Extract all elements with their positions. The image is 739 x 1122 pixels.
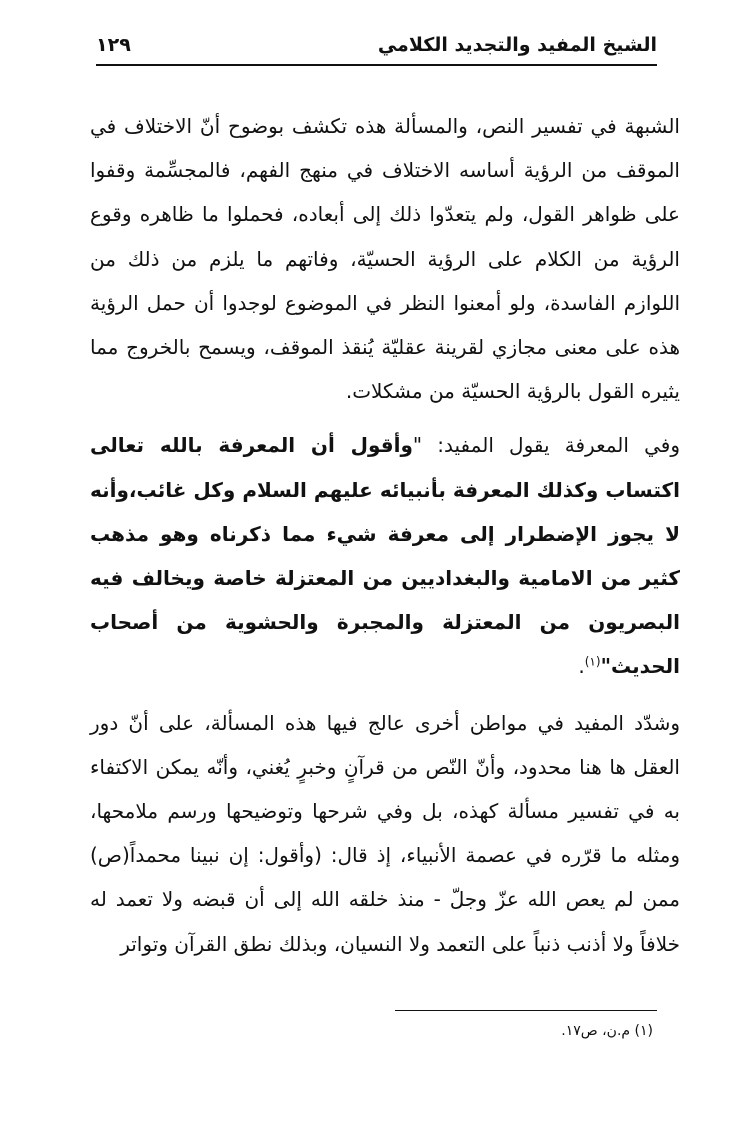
paragraph-2-tail: . (578, 654, 585, 679)
paragraph-3: وشدّد المفيد في مواطن أخرى عالج فيها هذه المسألة، على أنّ دور العقل ها هنا محدود، وأنّ النّص من قرآنٍ وخبرٍ يُغني، وأنّه يمكن الاكتفاء به في تفسير مسألة كهذه، بل وفي شرحها وتوضيحها ورسم ملامحها، ومثله ما قرّره في عصمة الأنبياء، إذ قال: (وأقول: إن نبينا محمداً(ص) ممن لم يعص الله عزّ وجلّ - منذ خلقه الله إلى أن قبضه ولا تعمد له خلافاً ولا أذنب ذنباً على التعمد ولا النسيان، وبذلك نطق القرآن وتواتر (90, 710, 680, 956)
quote-close: " (600, 654, 611, 679)
page-number: ١٢٩ (96, 34, 131, 56)
footnote-rule (395, 1010, 657, 1011)
footnote: (١) م.ن، ص١٧. (561, 1023, 653, 1039)
footnote-marker: (١) (584, 654, 601, 669)
header-rule (96, 64, 657, 66)
page-header (96, 30, 657, 66)
quote-bold: وأقول أن المعرفة بالله تعالى اكتساب وكذلك المعرفة بأنبيائه عليهم السلام وكل غائب،وأنه لا يجوز الإضطرار إلى معرفة شيء مما ذكرناه وهو مذهب كثير من الامامية والبغداديين من المعتزلة خاصة ويخالف فيه البصريون من المعتزلة والمجبرة والحشوية من أصحاب الحديث (90, 433, 680, 679)
running-title: الشيخ المفيد والتجديد الكلامي (377, 34, 657, 56)
main-text (90, 104, 680, 966)
paragraph-2 (90, 423, 680, 688)
paragraph-1: الشبهة في تفسير النص، والمسألة هذه تكشف بوضوح أنّ الاختلاف في الموقف من الرؤية أساسه الاختلاف في منهج الفهم، فالمجسِّمة وقفوا على ظواهر القول، ولم يتعدّوا ذلك إلى أبعاده، فحملوا ما ظاهره وقوع الرؤية من الكلام على الرؤية الحسيّة، وفاتهم ما يلزم من ذلك من اللوازم الفاسدة، ولو أمعنوا النظر في الموضوع لوجدوا أن حمل الرؤية هذه على معنى مجازي لقرينة عقليّة يُنقذ الموقف، ويسمح بالخروج مما يثيره القول بالرؤية الحسيّة من مشكلات. (90, 114, 680, 404)
paragraph-2-intro: وفي المعرفة يقول المفيد: " (412, 433, 680, 458)
